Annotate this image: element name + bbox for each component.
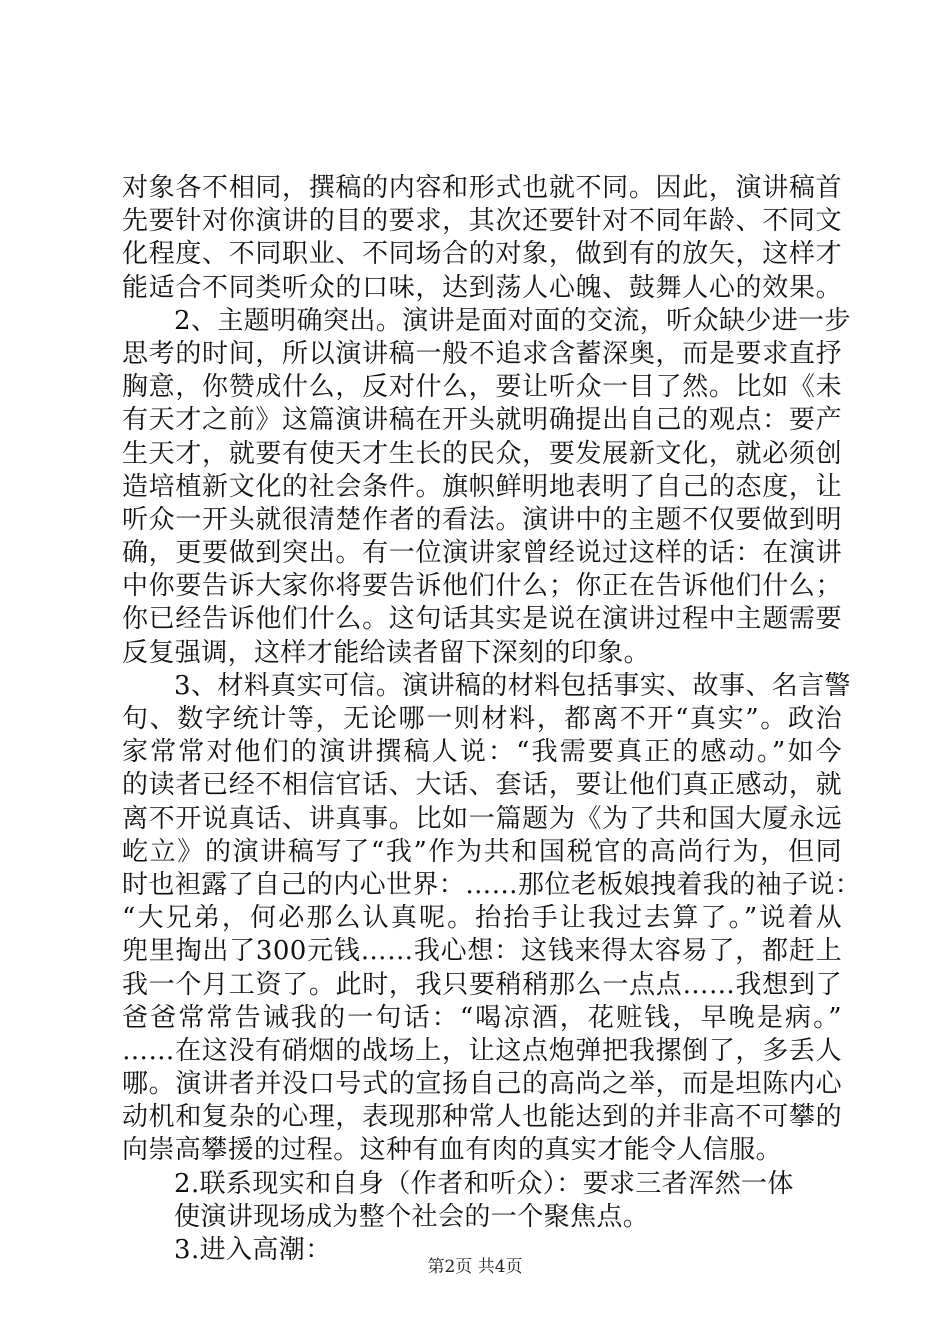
text-line: 反复强调，这样才能给读者留下深刻的印象。 (122, 637, 651, 668)
text-line: 中你要告诉大家你将要告诉他们什么；你正在告诉他们什么； (122, 571, 842, 602)
text-line: 2.联系现实和自身（作者和听众）：要求三者浑然一体 (174, 1168, 794, 1199)
text-line: 有天才之前》这篇演讲稿在开头就明确提出自己的观点：要产 (122, 405, 842, 436)
text-line: 的读者已经不相信官话、大话、套话，要让他们真正感动，就 (122, 770, 842, 801)
text-line: 使演讲现场成为整个社会的一个聚焦点。 (174, 1201, 650, 1232)
text-line: 时也袒露了自己的内心世界：……那位老板娘拽着我的袖子说： (122, 869, 862, 900)
text-line: 我一个月工资了。此时，我只要稍稍那么一点点……我想到了 (122, 969, 842, 1000)
text-line: 句、数字统计等，无论哪一则材料，都离不开“真实”。政治 (122, 704, 842, 734)
text-line: 造培植新文化的社会条件。旗帜鲜明地表明了自己的态度，让 (122, 471, 842, 502)
text-line: ……在这没有硝烟的战场上，让这点炮弹把我摞倒了，多丢人 (122, 1035, 842, 1066)
text-line: 先要针对你演讲的目的要求，其次还要针对不同年龄、不同文 (122, 206, 842, 237)
text-line: 对象各不相同，撰稿的内容和形式也就不同。因此，演讲稿首 (122, 173, 842, 203)
text-line: 胸意，你赞成什么，反对什么，要让听众一目了然。比如《未 (122, 372, 842, 403)
text-line: 思考的时间，所以演讲稿一般不追求含蓄深奥，而是要求直抒 (122, 338, 842, 369)
text-line: 3.进入高潮： (174, 1235, 332, 1265)
text-line: 动机和复杂的心理，表现那种常人也能达到的并非高不可攀的 (122, 1102, 842, 1133)
text-line: 听众一开头就很清楚作者的看法。演讲中的主题不仅要做到明 (122, 504, 842, 535)
page-number-label: 第2页 共4页 (427, 1257, 523, 1277)
text-line: “大兄弟，何必那么认真呢。抬抬手让我过去算了。”说着从 (122, 903, 842, 934)
text-line: 离不开说真话、讲真事。比如一篇题为《为了共和国大厦永远 (122, 803, 842, 834)
text-line: 兜里掏出了300元钱……我心想：这钱来得太容易了，都赶上 (122, 936, 842, 967)
page-footer (0, 1256, 950, 1278)
text-line: 你已经告诉他们什么。这句话其实是说在演讲过程中主题需要 (122, 604, 842, 635)
text-line: 化程度、不同职业、不同场合的对象，做到有的放矢，这样才 (122, 239, 842, 270)
text-line: 能适合不同类听众的口味，达到荡人心魄、鼓舞人心的效果。 (122, 272, 842, 303)
text-line: 3、材料真实可信。演讲稿的材料包括事实、故事、名言警 (174, 670, 851, 701)
text-line: 向崇高攀援的过程。这种有血有肉的真实才能令人信服。 (122, 1135, 783, 1166)
text-line: 生天才，就要有使天才生长的民众，要发展新文化，就必须创 (122, 438, 842, 469)
body-text (122, 172, 862, 1267)
text-line: 爸爸常常告诫我的一句话：“喝凉酒，花赃钱，早晚是病。” (122, 1002, 842, 1033)
text-line: 屹立》的演讲稿写了“我”作为共和国税官的高尚行为，但同 (122, 836, 842, 867)
text-line: 2、主题明确突出。演讲是面对面的交流，听众缺少进一步 (174, 305, 851, 336)
text-line: 家常常对他们的演讲撰稿人说：“我需要真正的感动。”如今 (122, 737, 842, 768)
text-line: 确，更要做到突出。有一位演讲家曾经说过这样的话：在演讲 (122, 538, 842, 569)
text-line: 哪。演讲者并没口号式的宣扬自己的高尚之举，而是坦陈内心 (122, 1069, 842, 1100)
